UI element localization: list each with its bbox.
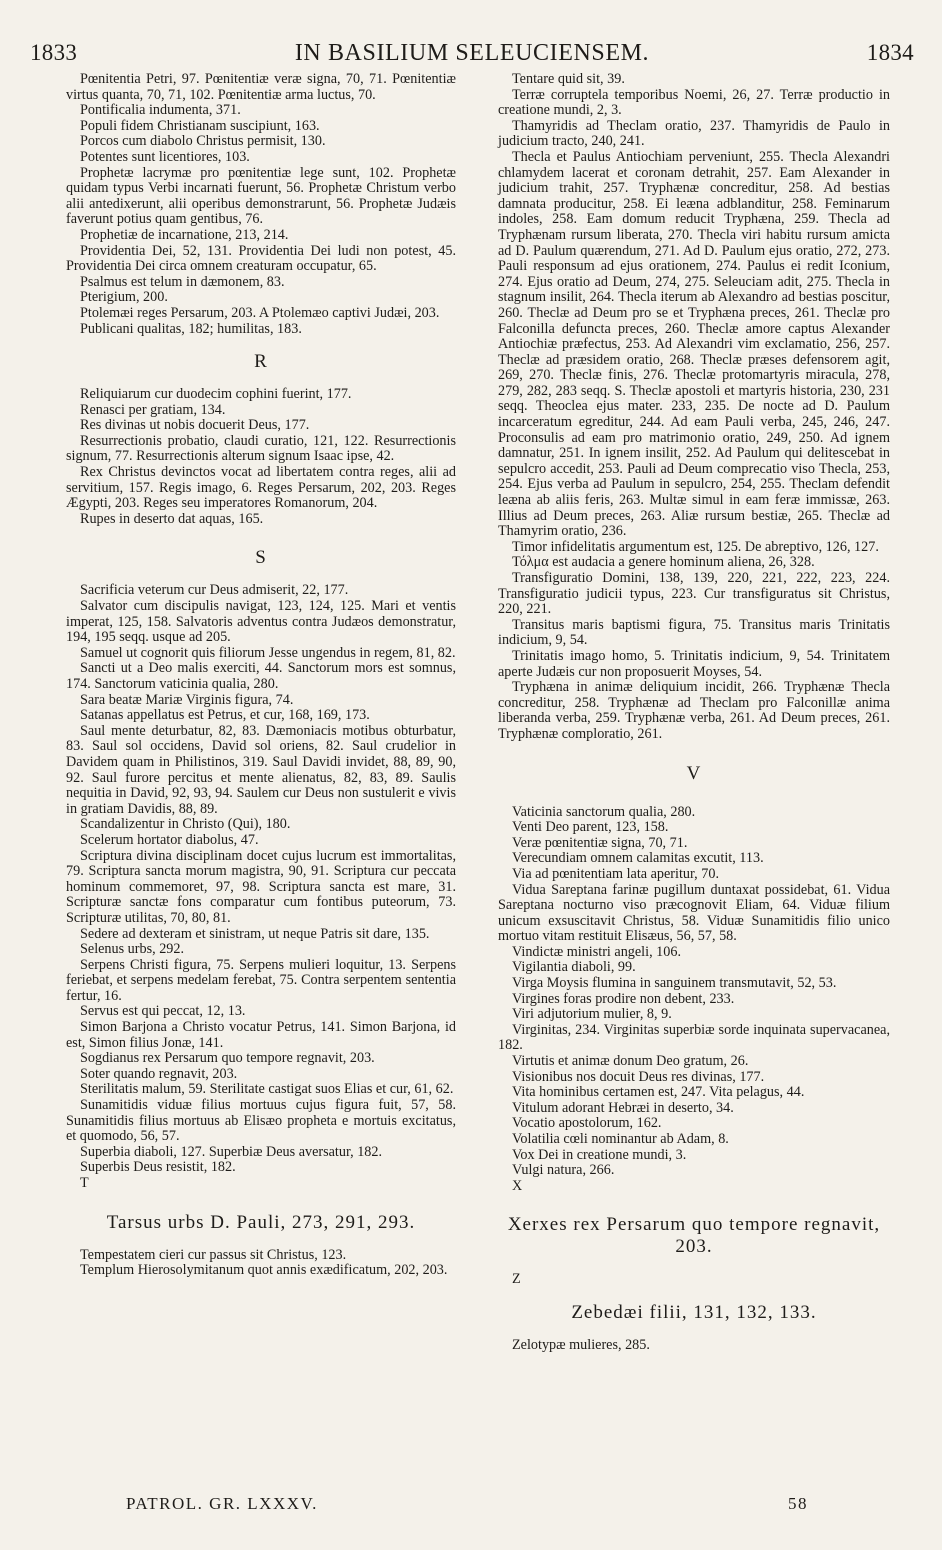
index-entry: Timor infidelitatis argumentum est, 125. De abreptivo, 126, 127. xyxy=(512,538,879,555)
index-entry: Venti Deo parent, 123, 158. xyxy=(512,819,669,836)
section-letter-t: Tarsus urbs D. Pauli, 273, 291, 293. xyxy=(106,1211,416,1233)
index-entry: Sara beatæ Mariæ Virginis figura, 74. xyxy=(80,691,294,708)
index-entry: Thamyridis ad Theclam oratio, 237. Thamyridis de Paulo in judicium tracto, 240, 241. xyxy=(498,117,890,150)
index-entry: Sacrificia veterum cur Deus admiserit, 22, 177. xyxy=(80,582,349,599)
index-entry: Via ad pœnitentiam lata aperitur, 70. xyxy=(512,865,719,882)
index-entry: Pterigium, 200. xyxy=(80,289,168,306)
index-entry: Superbis Deus resistit, 182. xyxy=(80,1159,236,1176)
running-title: IN BASILIUM SELEUCIENSEM. xyxy=(294,39,650,66)
index-entry: Providentia Dei, 52, 131. Providentia Dei ludi non potest, 45. Providentia Dei circa omnem creaturam occupatur, 65. xyxy=(66,242,456,275)
index-entry: Salvator cum discipulis navigat, 123, 124, 125. Mari et ventis imperat, 125, 158. Salvatoris adventus contra Judæos demonstratur, 194, 195 seqq. usque ad 205. xyxy=(66,598,456,646)
index-entry: Sogdianus rex Persarum quo tempore regnavit, 203. xyxy=(80,1050,375,1067)
index-entry: Vigilantia diaboli, 99. xyxy=(512,959,636,976)
signature-mark: PATROL. GR. LXXXV. xyxy=(126,1494,318,1513)
index-entry: Satanas appellatus est Petrus, et cur, 168, 169, 173. xyxy=(80,707,370,724)
left-column xyxy=(66,72,456,1279)
index-entry: Trinitatis imago homo, 5. Trinitatis indicium, 9, 54. Trinitatem aperte Judæis cur non proposuerit Moyses, 54. xyxy=(498,647,890,680)
index-entry: Simon Barjona a Christo vocatur Petrus, 141. Simon Barjona, id est, Simon filius Jonæ, 141. xyxy=(66,1019,456,1051)
index-entry: Porcos cum diabolo Christus permisit, 130. xyxy=(80,133,326,150)
index-entry: Τόλμα est audacia a genere hominum aliena, 26, 328. xyxy=(512,554,815,571)
index-entry: Zelotypæ mulieres, 285. xyxy=(512,1336,650,1353)
index-entry: Transitus maris baptismi figura, 75. Transitus maris Trinitatis indicium, 9, 54. xyxy=(498,616,890,649)
index-entry: Vocatio apostolorum, 162. xyxy=(512,1115,662,1132)
index-entry: Vita hominibus certamen est, 247. Vita pelagus, 44. xyxy=(512,1084,805,1101)
sheet-number: 58 xyxy=(788,1494,808,1513)
index-entry: Scandalizentur in Christo (Qui), 180. xyxy=(80,816,291,833)
index-entry: Vidua Sareptana farinæ pugillum duntaxat possidebat, 61. Vidua Sareptana nocturno viso præcognovit Eliam, 64. Viduæ filium unicum exsuscitavit Christus, 58. Viduæ Sunamitidis filio unico mortuo vitam restituit Elisæus, 56, 57, 58. xyxy=(498,881,890,945)
page-header xyxy=(30,36,914,70)
right-page-number: 1834 xyxy=(866,40,914,65)
page-footer xyxy=(0,1494,942,1520)
index-entry: Tentare quid sit, 39. xyxy=(512,71,625,87)
index-entry: Prophetæ lacrymæ pro pœnitentiæ lege sunt, 102. Prophetæ quidam typus Verbi incarnati fuerunt, 56. Prophetæ Christum verbo alii antedixerunt, alii operibus demonstrarunt, 56. Prophetæ Judæis faverunt potius quam gentibus, 76. xyxy=(66,164,456,228)
index-entry: Visionibus nos docuit Deus res divinas, 177. xyxy=(512,1068,765,1085)
section-letter-z: Zebedæi filii, 131, 132, 133. xyxy=(571,1301,817,1323)
index-entry: Volatilia cœli nominantur ab Adam, 8. xyxy=(512,1131,729,1147)
index-entry: Resurrectionis probatio, claudi curatio, 121, 122. Resurrectionis signum, 77. Resurrectionis alterum signum Isaac ipse, 42. xyxy=(66,432,456,465)
index-entry: Vulgi natura, 266. xyxy=(512,1162,615,1179)
index-entry: Sunamitidis viduæ filius mortuus cujus figura fuit, 57, 58. Sunamitidis filius mortuus ab Elisæo propheta e mortuis excitatus, et quomodo, 56, 57. xyxy=(66,1097,456,1145)
index-entry: T xyxy=(80,1175,89,1191)
index-entry: Ptolemæi reges Persarum, 203. A Ptolemæo captivi Judæi, 203. xyxy=(80,304,440,321)
index-entry: Virginitas, 234. Virginitas superbiæ sorde inquinata supervacanea, 182. xyxy=(498,1021,890,1054)
index-entry: Scelerum hortator diabolus, 47. xyxy=(80,831,259,848)
left-page-number: 1833 xyxy=(30,40,78,65)
index-entry: Prophetiæ de incarnatione, 213, 214. xyxy=(80,226,289,243)
index-entry: Tempestatem cieri cur passus sit Christus, 123. xyxy=(80,1246,347,1263)
index-entry: Viri adjutorium mulier, 8, 9. xyxy=(512,1006,672,1023)
index-entry: Transfiguratio Domini, 138, 139, 220, 221, 222, 223, 224. Transfiguratio judicii typus, 223. Cur transfiguratus sit Christus, 220, 221. xyxy=(498,570,890,618)
index-entry: Servus est qui peccat, 12, 13. xyxy=(80,1003,246,1020)
index-entry: Publicani qualitas, 182; humilitas, 183. xyxy=(80,320,302,337)
index-entry: Verecundiam omnem calamitas excutit, 113. xyxy=(512,850,764,867)
index-entry: Terræ corruptela temporibus Noemi, 26, 27. Terræ productio in creatione mundi, 2, 3. xyxy=(498,86,890,119)
index-entry: Virgines foras prodire non debent, 233. xyxy=(512,990,735,1007)
index-entry: Sedere ad dexteram et sinistram, ut neque Patris sit dare, 135. xyxy=(80,925,430,942)
index-entry: Scriptura divina disciplinam docet cujus lucrum est immortalitas, 79. Scriptura sancta morum magistra, 90, 91. Scriptura cur peccata hominum commemoret, 97, 98. Scriptura sancta est mare, 31. Scripturæ sanctæ fons comparatur cum fontibus puteorum, 73. Scripturæ utilitas, 70, 80, 81. xyxy=(66,847,456,926)
section-letter-r: R xyxy=(254,351,268,373)
index-entry: Reliquiarum cur duodecim cophini fuerint, 177. xyxy=(80,386,352,403)
section-letter-v: V xyxy=(686,762,702,784)
index-entry: Vox Dei in creatione mundi, 3. xyxy=(512,1146,687,1163)
index-entry: Virga Moysis flumina in sanguinem transmutavit, 52, 53. xyxy=(512,975,837,992)
index-entry: Pœnitentia Petri, 97. Pœnitentiæ veræ signa, 70, 71. Pœnitentiæ virtus quanta, 70, 71, 102. Pœnitentiæ arma luctus, 70. xyxy=(66,71,456,103)
index-entry: Veræ pœnitentiæ signa, 70, 71. xyxy=(512,834,688,851)
index-entry: Saul mente deturbatur, 82, 83. Dæmoniacis motibus obturbatur, 83. Saul sol occidens, David sol oriens, 82. Saul crudelior in Davidem quam in Philistinos, 319. Saul Davidi invidet, 88, 89, 90, 92. Saul furore percitus et mente alienatus, 82, 83, 89. Saulis nequitia in David, 92, 93, 94. Saulem cur Deus non sustulerit e vivis in gratiam Davidis, 88, 89. xyxy=(66,722,456,817)
index-entry: Selenus urbs, 292. xyxy=(80,941,185,958)
section-letter-x: Xerxes rex Persarum quo tempore regnavit, 203. xyxy=(507,1214,881,1258)
index-entry: Rex Christus devinctos vocat ad libertatem contra reges, alii ad servitium, 157. Regis imago, 6. Reges Persarum, 202, 203. Reges Ægypti, 203. Reges seu imperatores Romanorum, 204. xyxy=(66,464,456,512)
index-entry: Templum Hierosolymitanum quot annis exædificatum, 202, 203. xyxy=(80,1262,448,1279)
index-entry: Serpens Christi figura, 75. Serpens mulieri loquitur, 13. Serpens feriebat, et serpens medelam ferebat, 75. Contra serpentem sententia fertur, 16. xyxy=(66,956,456,1004)
index-entry: Populi fidem Christianam suscipiunt, 163. xyxy=(80,117,320,134)
index-entry: Samuel ut cognorit quis filiorum Jesse ungendus in regem, 81, 82. xyxy=(80,644,456,661)
index-entry: Tryphæna in animæ deliquium incidit, 266. Tryphænæ Thecla concreditur, 258. Tryphænæ ad Theclam pro Falconillæ anima liberanda verba, 259. Tryphænæ verba, 261. Ad Deum preces, 261. Tryphænæ comploratio, 261. xyxy=(498,679,890,742)
index-entry: Sancti ut a Deo malis exerciti, 44. Sanctorum mors est somnus, 174. Sanctorum vaticinia qualia, 280. xyxy=(66,660,456,692)
index-entry: Vaticinia sanctorum qualia, 280. xyxy=(512,803,696,820)
index-entry: Vitulum adorant Hebræi in deserto, 34. xyxy=(512,1099,734,1116)
index-entry: Renasci per gratiam, 134. xyxy=(80,401,226,418)
index-entry: Vindictæ ministri angeli, 106. xyxy=(512,943,681,960)
index-entry: Z xyxy=(512,1271,521,1288)
index-entry: Pontificalia indumenta, 371. xyxy=(80,102,241,119)
index-entry: Sterilitatis malum, 59. Sterilitate castigat suos Elias et cur, 61, 62. xyxy=(80,1081,454,1098)
index-entry: Res divinas ut nobis docuerit Deus, 177. xyxy=(80,417,310,434)
index-entry: X xyxy=(512,1177,523,1194)
index-entry: Potentes sunt licentiores, 103. xyxy=(80,148,250,165)
index-entry: Superbia diaboli, 127. Superbiæ Deus aversatur, 182. xyxy=(80,1143,383,1160)
index-entry: Psalmus est telum in dæmonem, 83. xyxy=(80,273,285,290)
index-entry: Virtutis et animæ donum Deo gratum, 26. xyxy=(512,1053,749,1070)
index-entry: Soter quando regnavit, 203. xyxy=(80,1065,238,1082)
section-letter-s: S xyxy=(255,547,267,569)
right-column xyxy=(498,72,890,1354)
index-entry: Thecla et Paulus Antiochiam perveniunt, 255. Thecla Alexandri chlamydem lacerat et coronam detrahit, 257. Eam Alexander in judicium trahit, 257. Tryphænæ concreditur, 258. Ad bestias damnata producitur, 258. Ei leæna adblanditur, 258. Feminarum indoles, 258. Eam domum reducit Tryphæna, 259. Thecla ad Tryphænam rursum liberata, 270. Thecla viri habitu rursum amicta ad D. Paulum quærendum, 271. Ad D. Paulum ejus oratio, 272, 273. Pauli responsum ad ejus orationem, 274. Paulus ei redit Iconium, 274. Ejus oratio ad Deum, 274, 275. Seleuciam adit, 275. Thecla in stagnum insilit, 264. Thecla iterum ab Alexandro ad bestias poscitur, 260. Theclæ ad Deum pro se et Tryphæna preces, 261. Theclæ pro Falconilla defuncta preces, 260. Theclæ amore captus Alexander Antiochiæ præfectus, 253. Ad Alexandri vim exclamatio, 256, 257. Theclæ ad præsidem oratio, 268. Theclæ præses defensorem agit, 269, 270. Theclæ finis, 276. Theclæ protomartyris miracula, 278, 279, 282, 283 seqq. S. Theclæ apostoli et martyris historia, 230, 231 seqq. Theoclea ejus mater. 233, 235. De nocte ad D. Paulum incarceratum egreditur, 244. Ad eam Pauli verba, 245, 246, 247. Proconsulis ad eam pro matrimonio oratio, 249, 250. Ad ignem damnatur, 251. In ignem insilit, 252. Ad Paulum qui delitescebat in sepulcro accedit, 253. Pauli ad Deum comprecatio viso Thecla, 253, 254. Ejus verba ad Paulum in sepulcro, 254, 255. Theclam defendit leæna ab aliis feris, 263. Multæ simul in eam feræ immissæ, 263. Illius ad Deum preces, 263. Aliæ rursum bestiæ, 265. Theclæ ad Thamyrim oratio, 236. xyxy=(498,148,890,540)
index-entry: Rupes in deserto dat aquas, 165. xyxy=(80,510,264,527)
